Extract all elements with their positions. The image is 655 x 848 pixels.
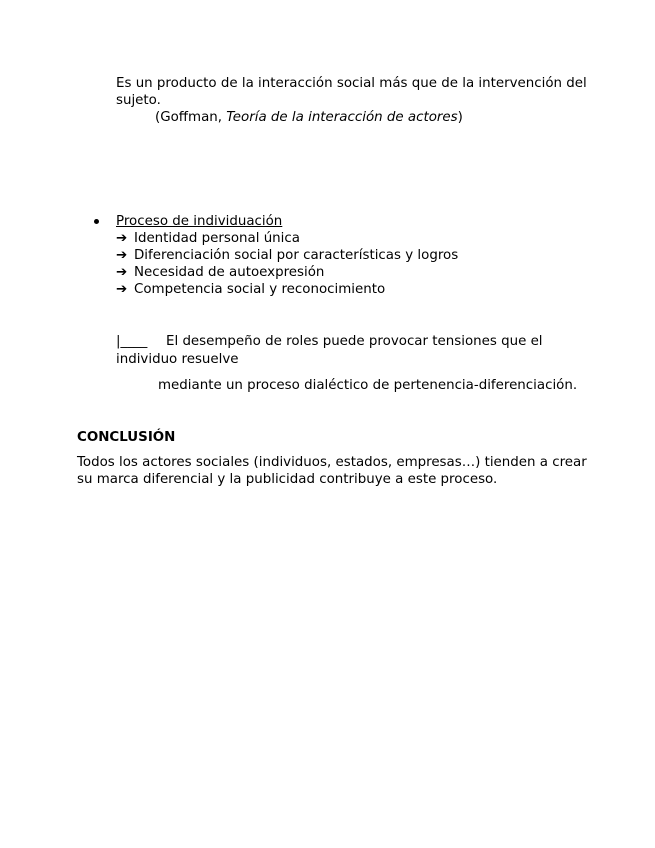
arrow-right-icon: ➔ <box>116 282 128 297</box>
conclusion-line-1: Todos los actores sociales (individuos, estados, empresas…) tienden a crear <box>77 455 587 470</box>
individuation-heading: Proceso de individuación <box>116 214 283 229</box>
citation-prefix: (Goffman, <box>155 110 227 125</box>
arrow-right-icon: ➔ <box>116 248 128 263</box>
list-item <box>116 230 300 247</box>
bullet-icon <box>94 219 99 224</box>
conclusion-line-2: su marca diferencial y la publicidad contribuye a este proceso. <box>77 472 498 487</box>
roles-line-2: individuo resuelve <box>116 352 239 367</box>
list-item-text: Diferenciación social por características y logros <box>134 248 459 263</box>
quote-citation <box>155 109 463 126</box>
quote-line-1: Es un producto de la interacción social más que de la intervención del <box>116 76 587 91</box>
list-item <box>116 264 324 281</box>
citation-suffix: ) <box>457 110 463 125</box>
quote-line-2: sujeto. <box>116 93 161 108</box>
roles-line-3: mediante un proceso dialéctico de pertenencia-diferenciación. <box>158 378 578 393</box>
conclusion-heading: CONCLUSIÓN <box>77 430 176 445</box>
list-item-text: Necesidad de autoexpresión <box>134 265 325 280</box>
list-item-text: Identidad personal única <box>134 231 300 246</box>
arrow-right-icon: ➔ <box>116 231 128 246</box>
list-item <box>116 247 458 264</box>
citation-title: Teoría de la interacción de actores <box>226 110 458 125</box>
list-item <box>116 281 385 298</box>
roles-line-1: El desempeño de roles puede provocar tensiones que el <box>166 334 543 349</box>
roles-marker: |____ <box>116 334 148 349</box>
list-item-text: Competencia social y reconocimiento <box>134 282 386 297</box>
arrow-right-icon: ➔ <box>116 265 128 280</box>
